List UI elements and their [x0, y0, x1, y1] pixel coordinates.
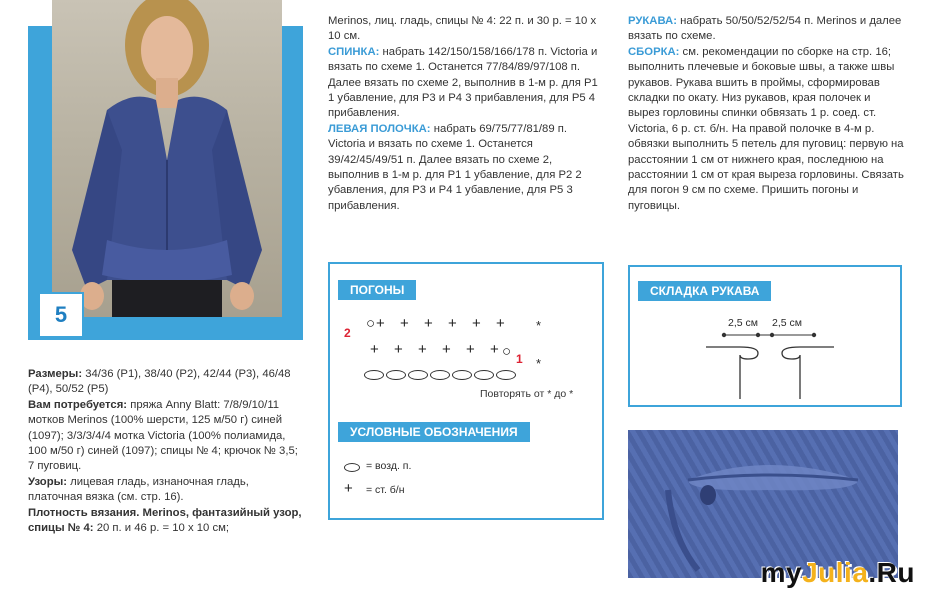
assembly-text: см. рекомендации по сборке на стр. 16; выполнить плечевые и боковые швы, а также швы рукавов. Рукава вшить в проймы, сформировав складки по окату. Низ рукавов, края полочек и вырез горловины спинки обвязать 1 р. соед. ст. Victoria, 6 р. ст. б/н. На правой полочке в 4-м р. обвязки выполнить 5 петель для пуговиц: первую на расстоянии 1 см от нижнего края, последнюю на расстоянии 1 см от края выреза горловины. Связать для погон 9 см по схеме. Пришить погоны и пуговицы. [628, 45, 904, 212]
patterns-label: Узоры: [28, 475, 68, 488]
sc-stitch-symbol: + [400, 315, 409, 332]
chain-legend-symbol [344, 463, 360, 472]
sc-stitch-symbol: + [472, 315, 481, 332]
materials-text: пряжа Anny Blatt: 7/8/9/10/11 мотков Merinos (100% шерсти, 125 м/50 г) синей (1097); 3/3/3/4/4 мотка Victoria (100% полиамида, 100 м/50 г) синей (1097); спицы № 4; крючок № 3,5; 7 пуговиц. [28, 398, 298, 473]
legend-title: УСЛОВНЫЕ ОБОЗНАЧЕНИЯ [338, 422, 530, 442]
chain-oval [430, 370, 450, 380]
straps-chart-title: ПОГОНЫ [338, 280, 416, 300]
fold-dimension-1: 2,5 см [728, 317, 758, 329]
back-text: набрать 142/150/158/166/178 п. Victoria и вязать по схеме 1. Останется 77/84/89/97/108 п. Далее вязать по схеме 2, выполнив в 1-м р. для Р1 1 убавление, для Р3 и Р4 3 прибавления, для Р5 4 прибавления. [328, 45, 598, 120]
sleeve-fold-title: СКЛАДКА РУКАВА [638, 281, 771, 301]
sleeves-label: РУКАВА: [628, 15, 677, 27]
sc-stitch-symbol: + [418, 341, 427, 358]
row-number-1: 1 [516, 352, 523, 366]
sizes-text: 34/36 (Р1), 38/40 (Р2), 42/44 (Р3), 46/48 (Р4), 50/52 (Р5) [28, 368, 291, 396]
chain-legend-label: = возд. п. [366, 460, 412, 472]
repeat-note: Повторять от * до * [480, 388, 574, 400]
chain-oval [408, 370, 428, 380]
chart-frame [328, 262, 604, 520]
gauge-label: Плотность вязания. Merinos, фантазийный узор, спицы № 4: [28, 506, 302, 535]
sc-legend-label: = ст. б/н [366, 484, 405, 496]
knit-detail-photo [628, 430, 898, 578]
left-front-label: ЛЕВАЯ ПОЛОЧКА: [328, 122, 431, 135]
watermark-my: my [760, 557, 803, 588]
model-illustration [52, 0, 282, 317]
fold-diagram [700, 329, 840, 399]
sc-stitch-symbol: + [370, 341, 379, 358]
chain-oval [474, 370, 494, 380]
left-column-text [28, 367, 304, 536]
watermark-ru: .Ru [868, 557, 915, 588]
sc-stitch-symbol: + [442, 341, 451, 358]
chain-oval [364, 370, 384, 380]
chain-stitch-symbol: ○ [502, 343, 512, 360]
gauge-text: 20 п. и 46 р. = 10 х 10 см; [93, 522, 229, 535]
sleeve-fold-frame [628, 265, 902, 407]
fold-dimension-2: 2,5 см [772, 317, 802, 329]
materials-label: Вам потребуется: [28, 398, 128, 411]
middle-column-text [328, 14, 604, 214]
site-watermark [761, 557, 915, 589]
watermark-julia: Julia [802, 557, 869, 588]
sc-stitch-symbol: + [496, 315, 505, 332]
model-photo [52, 0, 282, 317]
assembly-label: СБОРКА: [628, 45, 680, 58]
gauge-continuation: Merinos, лиц. гладь, спицы № 4: 22 п. и 30 р. = 10 х 10 см. [328, 15, 597, 43]
right-column-text [628, 14, 904, 214]
sc-stitch-symbol: + [424, 315, 433, 332]
sc-stitch-symbol: + [466, 341, 475, 358]
chain-oval [452, 370, 472, 380]
chain-oval [386, 370, 406, 380]
sc-stitch-symbol: + [448, 315, 457, 332]
chain-oval [496, 370, 516, 380]
repeat-star-bottom: * [536, 356, 542, 371]
sc-stitch-symbol: + [376, 315, 385, 332]
knit-detail-illustration [628, 430, 898, 578]
sc-stitch-symbol: + [394, 341, 403, 358]
chain-stitch-symbol: ○ [366, 315, 376, 332]
sc-legend-symbol: + [344, 480, 353, 497]
sleeves-text: набрать 50/50/52/52/54 п. Merinos и далее вязать по схеме. [628, 15, 902, 43]
sizes-label: Размеры: [28, 368, 83, 380]
row-number-2: 2 [344, 326, 351, 340]
patterns-text: лицевая гладь, изнаночная гладь, платочная вязка (см. стр. 16). [28, 475, 249, 504]
sc-stitch-symbol: + [490, 341, 499, 358]
left-front-text: набрать 69/75/77/81/89 п. Victoria и вязать по схеме 1. Останется 39/42/45/49/51 п. Далее вязать по схеме 2, выполнив в 1-м р. для Р1 1 убавление, для Р2 2 убавления, для Р3 и Р4 1 убавление, для Р5 3 прибавления. [328, 122, 582, 212]
back-label: СПИНКА: [328, 45, 380, 58]
repeat-star-top: * [536, 318, 542, 333]
model-number-badge: 5 [38, 292, 84, 338]
